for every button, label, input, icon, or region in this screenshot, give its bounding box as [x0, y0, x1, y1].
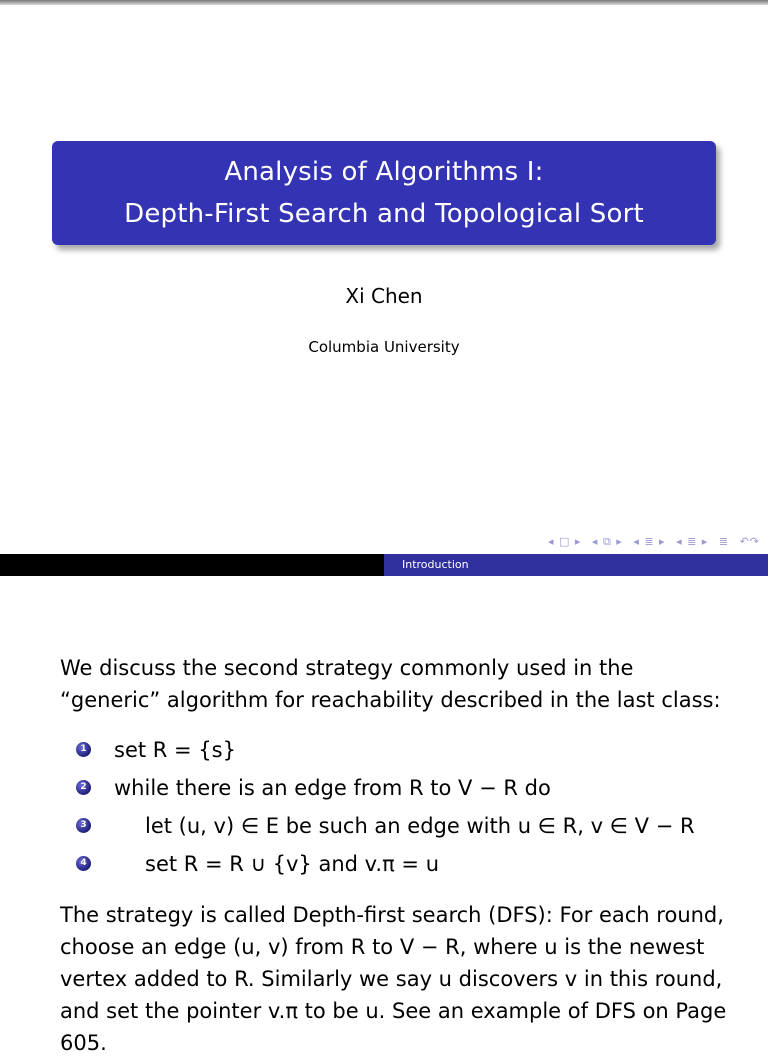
section-label[interactable]: Introduction [402, 558, 469, 571]
headbar-right [384, 554, 768, 576]
list-item [60, 848, 750, 886]
step-number-badge: 1 [76, 742, 91, 757]
title-box [52, 141, 716, 245]
nav-search-icon[interactable]: ↶↷ [739, 535, 760, 548]
nav-slide-icon[interactable]: ◂ ⧉ ▸ [591, 535, 623, 548]
list-item [60, 810, 750, 848]
step-number-badge: 4 [76, 856, 91, 871]
list-item [60, 734, 750, 772]
step-text: while there is an edge from R to V − R do [114, 776, 551, 800]
headbar-left [0, 554, 384, 576]
list-item [60, 772, 750, 810]
author-name: Xi Chen [345, 284, 423, 308]
step-text: let (u, v) ∈ E be such an edge with u ∈ R, v ∈ V − R [145, 814, 695, 838]
nav-subsection-icon[interactable]: ◂ ≣ ▸ [633, 535, 666, 548]
content-slide [0, 576, 768, 1055]
title-line-1: Analysis of Algorithms I: [224, 157, 544, 187]
step-text: set R = {s} [114, 738, 236, 762]
algorithm-steps [60, 734, 750, 886]
institute-name: Columbia University [308, 338, 460, 356]
nav-frame-icon[interactable]: ◂ □ ▸ [547, 535, 582, 548]
step-number-badge: 2 [76, 780, 91, 795]
nav-toc-icon[interactable]: ≣ [718, 535, 730, 548]
title-slide [0, 5, 768, 554]
step-text: set R = R ∪ {v} and v.π = u [145, 852, 439, 876]
step-number-badge: 3 [76, 818, 91, 833]
nav-section-icon[interactable]: ◂ ≣ ▸ [676, 535, 709, 548]
title-line-2: Depth-First Search and Topological Sort [124, 199, 644, 229]
section-headbar [0, 554, 768, 576]
beamer-navigation[interactable] [542, 535, 760, 549]
intro-paragraph: We discuss the second strategy commonly used in the “generic” algorithm for reachability described in the last class: [60, 656, 721, 712]
outro-paragraph: The strategy is called Depth-first search (DFS): For each round, choose an edge (u, v) from R to V − R, where u is the newest vertex added to R. Similarly we say u discovers v in this round, and set the pointer v.π to be u. See an example of DFS on Page 605. [60, 903, 727, 1055]
